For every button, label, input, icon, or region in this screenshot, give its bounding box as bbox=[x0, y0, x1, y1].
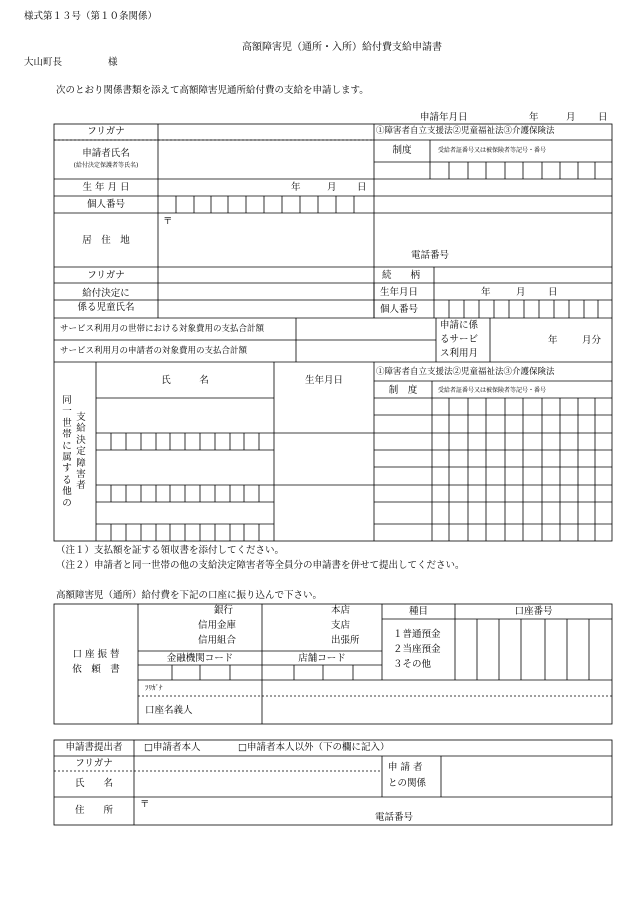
applicant-law-options: ①障害者自立支援法②児童福祉法③介護保険法 bbox=[376, 126, 555, 136]
account-type-3: ３その他 bbox=[393, 659, 432, 670]
applicant-dob-month: 月 bbox=[327, 182, 337, 193]
addressee: 大山町長 bbox=[24, 57, 63, 68]
household-recipient-no-header: 受給者証番号又は被保険者等記号・番号 bbox=[438, 387, 547, 394]
submitter-furigana-label: フリガナ bbox=[75, 758, 113, 769]
note-1: （注１）支払額を証する領収書を添付してください。 bbox=[56, 545, 285, 556]
bank-side-label-2: 依 頼 書 bbox=[72, 664, 120, 675]
submitter-name-label: 氏 名 bbox=[74, 778, 113, 789]
date-month: 月 bbox=[566, 112, 576, 123]
application-date-label: 申請年月日 bbox=[420, 112, 468, 123]
account-type-label: 種目 bbox=[408, 606, 428, 617]
service-month-label-3: ス利用月 bbox=[440, 348, 479, 359]
child-name-label-1: 給付決定に bbox=[82, 288, 130, 299]
account-type-2: ２当座預金 bbox=[393, 644, 441, 655]
account-type-1: １普通預金 bbox=[393, 629, 441, 640]
account-no-label: 口座番号 bbox=[514, 606, 553, 617]
applicant-postal-mark: 〒 bbox=[163, 216, 173, 227]
child-name-label-2: 係る児童氏名 bbox=[77, 302, 135, 313]
child-dob-month: 月 bbox=[516, 287, 526, 298]
submitter-postal-mark: 〒 bbox=[140, 799, 150, 810]
bank-code-label: 金融機関コード bbox=[166, 653, 234, 664]
branch-code-label: 店舗コード bbox=[298, 653, 346, 664]
applicant-furigana-label: フリガナ bbox=[87, 126, 125, 137]
applicant-phone-label: 電話番号 bbox=[411, 250, 450, 261]
bank-type-kumiai: 信用組合 bbox=[198, 635, 237, 646]
service-month-month: 月分 bbox=[582, 335, 602, 346]
service-month-label-2: るサービ bbox=[440, 334, 479, 345]
bank-type-shinkin: 信用金庫 bbox=[198, 620, 237, 631]
household-total-label: サービス利用月の世帯における対象費用の支払合計額 bbox=[60, 324, 265, 334]
service-month-year: 年 bbox=[548, 335, 558, 346]
submitter-relation-label-1: 申 請 者 bbox=[388, 762, 423, 773]
holder-furigana-label: ﾌﾘｶﾞﾅ bbox=[145, 684, 163, 692]
bank-type-bank: 銀行 bbox=[214, 605, 234, 616]
household-dob-header: 生年月日 bbox=[304, 375, 343, 386]
applicant-address-label: 居 住 地 bbox=[82, 235, 130, 246]
note-2: （注２）申請者と同一世帯の他の支給決定障害者等全員分の申請書を併せて提出してください。 bbox=[56, 560, 465, 571]
branch-type-sub: 出張所 bbox=[331, 635, 360, 646]
applicant-recipient-no-label: 受給者証番号又は被保険者等記号・番号 bbox=[438, 147, 547, 154]
household-side-label-col1: 同 一 世 帯 に 属 す る 他 の bbox=[62, 395, 72, 509]
submitter-option-other[interactable]: □申請者本人以外（下の欄に記入） bbox=[238, 742, 390, 753]
submitter-address-label: 住 所 bbox=[74, 805, 113, 816]
household-law-options: ①障害者自立支援法②児童福祉法③介護保険法 bbox=[376, 367, 555, 377]
service-month-label-1: 申請に係 bbox=[440, 320, 479, 331]
date-year: 年 bbox=[529, 112, 539, 123]
submitter-label: 申請書提出者 bbox=[65, 742, 123, 753]
bank-intro: 高額障害児（通所）給付費を下記の口座に振り込んで下さい。 bbox=[56, 590, 323, 601]
bank-side-label-1: 口 座 振 替 bbox=[72, 649, 120, 660]
child-relation-label: 続 柄 bbox=[382, 270, 421, 281]
applicant-name-label: 申請者氏名 bbox=[82, 148, 130, 159]
submitter-phone-label: 電話番号 bbox=[375, 812, 414, 823]
applicant-dob-day: 日 bbox=[357, 182, 367, 193]
account-holder-label: 口座名義人 bbox=[145, 705, 193, 716]
honorific: 様 bbox=[108, 57, 118, 68]
branch-type-head: 本店 bbox=[331, 605, 351, 616]
form-title: 高額障害児（通所・入所）給付費支給申請書 bbox=[242, 42, 442, 53]
applicant-total-label: サービス利用月の申請者の対象費用の支払合計額 bbox=[60, 346, 248, 356]
child-personal-no-label: 個人番号 bbox=[380, 304, 419, 315]
date-day: 日 bbox=[598, 112, 608, 123]
submitter-option-self[interactable]: □申請者本人 bbox=[144, 742, 201, 753]
intro-text: 次のとおり関係書類を添えて高額障害児通所給付費の支給を申請します。 bbox=[56, 85, 369, 96]
applicant-system-label: 制度 bbox=[392, 145, 412, 156]
applicant-dob-year: 年 bbox=[291, 182, 301, 193]
applicant-personal-no-label: 個人番号 bbox=[86, 199, 125, 210]
applicant-dob-label: 生 年 月 日 bbox=[82, 182, 130, 193]
branch-type-branch: 支店 bbox=[331, 620, 351, 631]
child-dob-year: 年 bbox=[481, 287, 491, 298]
form-number: 様式第１３号（第１０条関係） bbox=[24, 11, 158, 22]
applicant-name-note: (給付決定保護者等氏名) bbox=[73, 162, 139, 169]
household-side-label-col2: 支 給 決 定 障 害 者 bbox=[76, 412, 86, 492]
submitter-relation-label-2: との関係 bbox=[388, 778, 427, 789]
household-name-header: 氏 名 bbox=[161, 375, 209, 386]
child-furigana-label: フリガナ bbox=[87, 270, 125, 281]
household-system-header: 制 度 bbox=[388, 385, 418, 396]
child-dob-day: 日 bbox=[548, 287, 558, 298]
child-dob-label: 生年月日 bbox=[380, 287, 419, 298]
